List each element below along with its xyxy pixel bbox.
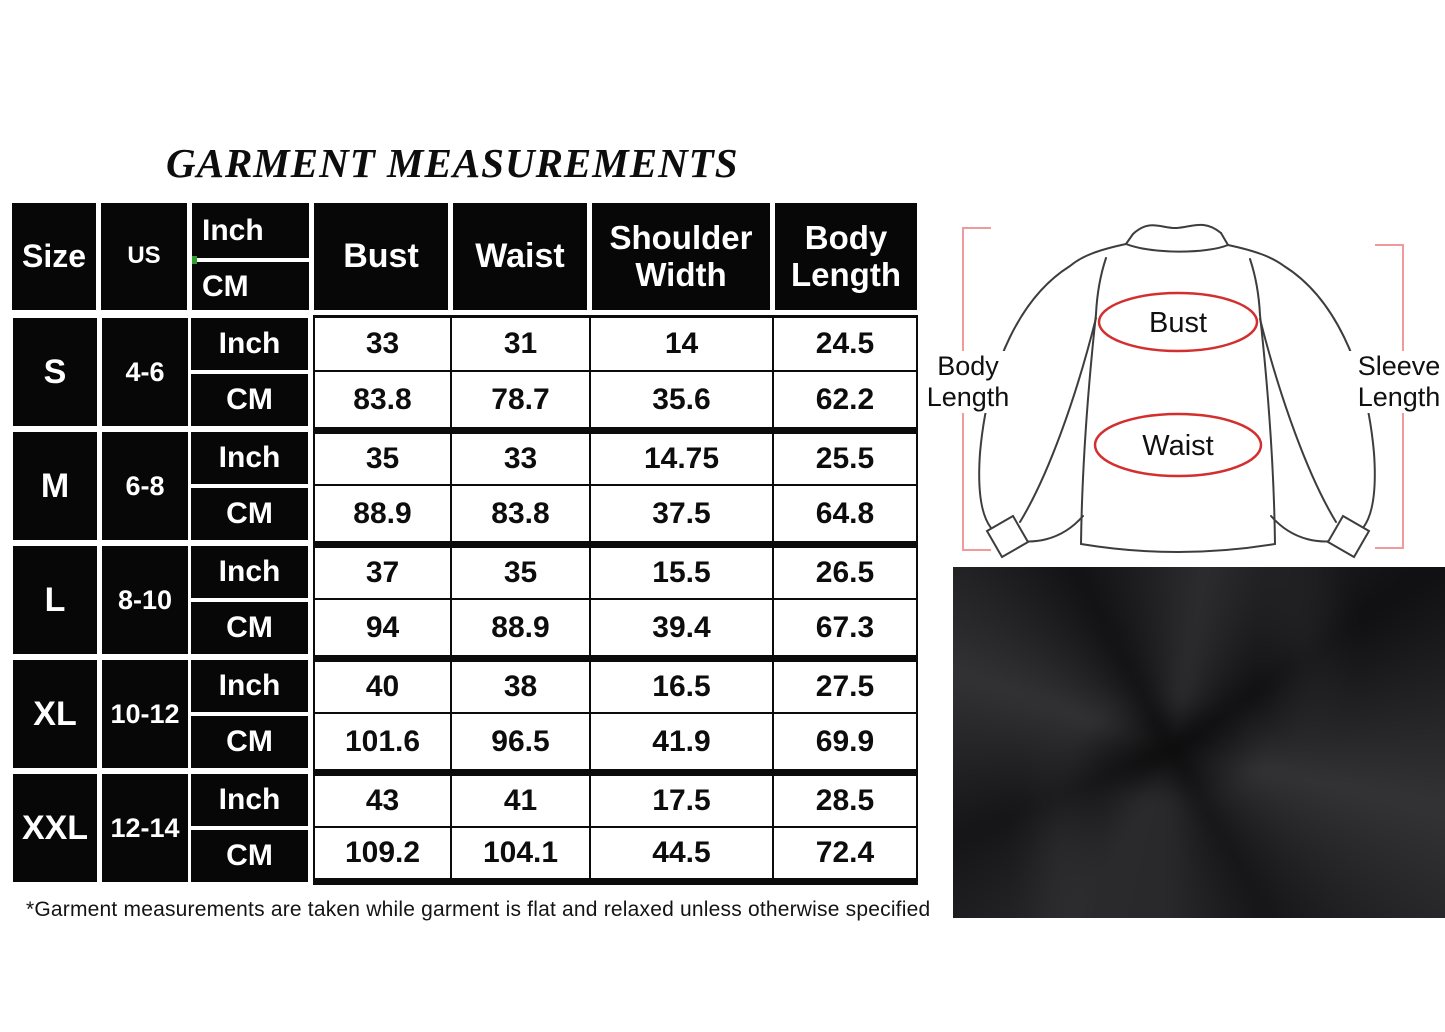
green-marker xyxy=(192,256,197,264)
table-cell-inch: 27.5 xyxy=(774,657,918,714)
header-cell-shoulder-width: Shoulder Width xyxy=(592,203,770,310)
size-cell: XXL xyxy=(13,774,97,882)
header-label-cm: CM xyxy=(202,269,249,303)
table-cell-inch: 33 xyxy=(452,429,591,486)
table-cell-inch: 17.5 xyxy=(591,771,774,828)
table-cell-inch: 14 xyxy=(591,315,774,372)
table-cell-cm: 62.2 xyxy=(774,372,918,429)
unit-label-inch: Inch xyxy=(191,432,308,484)
size-chart-table xyxy=(10,203,918,885)
table-cell-inch: 40 xyxy=(313,657,452,714)
unit-label-inch: Inch xyxy=(191,546,308,598)
unit-label-cm: CM xyxy=(191,602,308,654)
size-cell: L xyxy=(13,546,97,654)
table-cell-cm: 67.3 xyxy=(774,600,918,657)
header-cell-bust: Bust xyxy=(314,203,448,310)
table-cell-inch: 31 xyxy=(452,315,591,372)
table-cell-inch: 25.5 xyxy=(774,429,918,486)
unit-label-inch: Inch xyxy=(191,660,308,712)
table-cell-inch: 24.5 xyxy=(774,315,918,372)
footnote: *Garment measurements are taken while garment is flat and relaxed unless otherwise specified xyxy=(26,898,931,921)
size-cell: M xyxy=(13,432,97,540)
table-cell-cm: 104.1 xyxy=(452,828,591,885)
table-cell-cm: 35.6 xyxy=(591,372,774,429)
table-cell-inch: 14.75 xyxy=(591,429,774,486)
page-title: GARMENT MEASUREMENTS xyxy=(166,140,739,186)
bust-label: Bust xyxy=(1148,307,1208,339)
header-cell-waist: Waist xyxy=(453,203,587,310)
table-cell-cm: 37.5 xyxy=(591,486,774,543)
unit-label-inch: Inch xyxy=(191,774,308,826)
header-cell-size: Size xyxy=(12,203,96,310)
table-cell-cm: 88.9 xyxy=(313,486,452,543)
size-cell: S xyxy=(13,318,97,426)
left-cuff xyxy=(987,516,1028,557)
table-cell-cm: 69.9 xyxy=(774,714,918,771)
unit-label-cm: CM xyxy=(191,488,308,540)
header-cell-us: US xyxy=(101,203,187,310)
table-cell-cm: 78.7 xyxy=(452,372,591,429)
sleeve-length-label: Sleeve Length xyxy=(1348,351,1445,413)
table-cell-cm: 72.4 xyxy=(774,828,918,885)
unit-label-inch: Inch xyxy=(191,318,308,370)
us-size-cell: 8-10 xyxy=(102,546,188,654)
us-size-cell: 4-6 xyxy=(102,318,188,426)
table-cell-inch: 28.5 xyxy=(774,771,918,828)
table-cell-inch: 38 xyxy=(452,657,591,714)
right-cuff xyxy=(1328,516,1369,557)
diagram-labels xyxy=(1142,307,1213,462)
table-cell-inch: 41 xyxy=(452,771,591,828)
unit-label-cm: CM xyxy=(191,830,308,882)
table-cell-cm: 101.6 xyxy=(313,714,452,771)
us-size-cell: 6-8 xyxy=(102,432,188,540)
table-cell-cm: 64.8 xyxy=(774,486,918,543)
table-cell-cm: 94 xyxy=(313,600,452,657)
table-cell-inch: 37 xyxy=(313,543,452,600)
table-cell-inch: 16.5 xyxy=(591,657,774,714)
table-cell-cm: 83.8 xyxy=(313,372,452,429)
us-size-cell: 10-12 xyxy=(102,660,188,768)
unit-label-cm: CM xyxy=(191,716,308,768)
table-cell-inch: 26.5 xyxy=(774,543,918,600)
table-cell-inch: 15.5 xyxy=(591,543,774,600)
unit-label-cm: CM xyxy=(191,374,308,426)
table-cell-inch: 35 xyxy=(313,429,452,486)
header-cell-unit xyxy=(192,203,309,310)
size-cell: XL xyxy=(13,660,97,768)
table-cell-cm: 88.9 xyxy=(452,600,591,657)
header-label-inch: Inch xyxy=(202,214,264,247)
body-length-label: Body Length xyxy=(920,351,1016,413)
table-cell-inch: 43 xyxy=(313,771,452,828)
table-cell-cm: 96.5 xyxy=(452,714,591,771)
garment-outline-drawing xyxy=(979,225,1375,557)
table-cell-cm: 83.8 xyxy=(452,486,591,543)
table-cell-cm: 39.4 xyxy=(591,600,774,657)
header-cell-body-length: Body Length xyxy=(775,203,917,310)
table-cell-cm: 44.5 xyxy=(591,828,774,885)
us-size-cell: 12-14 xyxy=(102,774,188,882)
fabric-swatch-photo xyxy=(953,567,1445,918)
table-cell-inch: 33 xyxy=(313,315,452,372)
fabric-swirl-texture xyxy=(953,567,1445,918)
table-cell-cm: 109.2 xyxy=(313,828,452,885)
table-cell-cm: 41.9 xyxy=(591,714,774,771)
measurement-brackets xyxy=(963,228,1403,550)
waist-label: Waist xyxy=(1142,430,1214,462)
table-cell-inch: 35 xyxy=(452,543,591,600)
